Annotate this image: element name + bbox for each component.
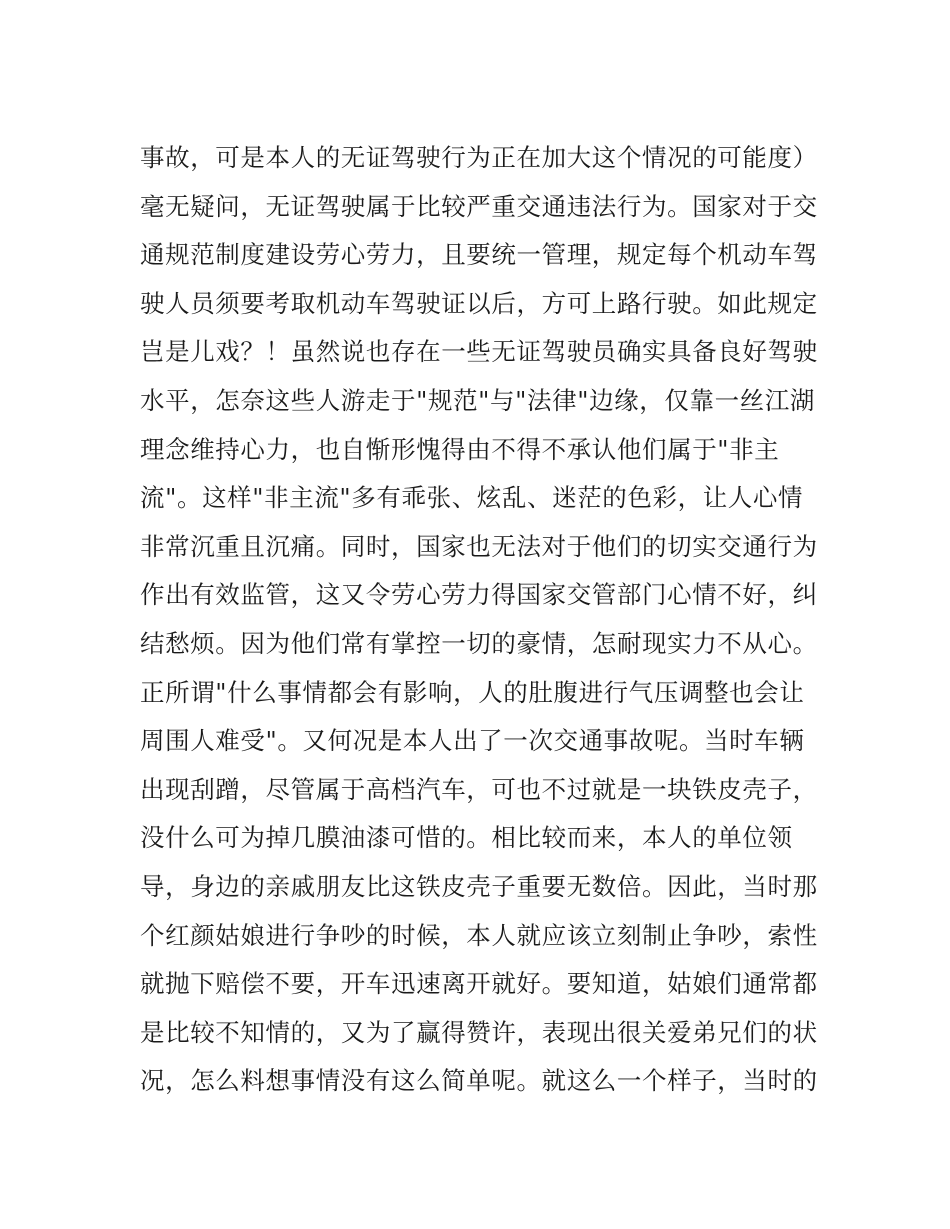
text-line: 导，身边的亲戚朋友比这铁皮壳子重要无数倍。因此，当时那 — [140, 871, 818, 901]
text-line: 事故，可是本人的无证驾驶行为正在加大这个情况的可能度） — [140, 143, 818, 172]
text-line: 是比较不知情的，又为了赢得赞许，表现出很关爱弟兄们的状 — [140, 1017, 818, 1047]
text-line: 流"。这样"非主流"多有乖张、炫乱、迷茫的色彩，让人心情 — [140, 483, 804, 513]
text-line: 出现刮蹭，尽管属于高档汽车，可也不过就是一块铁皮壳子， — [140, 774, 818, 804]
text-line: 通规范制度建设劳心劳力，且要统一管理，规定每个机动车驾 — [140, 240, 818, 270]
text-line: 理念维持心力，也自惭形愧得由不得不承认他们属于"非主 — [140, 434, 780, 464]
text-line: 况，怎么料想事情没有这么简单呢。就这么一个样子，当时的 — [140, 1066, 818, 1096]
text-line: 没什么可为掉几膜油漆可惜的。相比较而来，本人的单位领 — [140, 823, 793, 853]
text-line: 结愁烦。因为他们常有掌控一切的豪情，怎耐现实力不从心。 — [140, 628, 818, 658]
text-line: 就抛下赔偿不要，开车迅速离开就好。要知道，姑娘们通常都 — [140, 969, 818, 999]
text-line: 周围人难受"。又何况是本人出了一次交通事故呢。当时车辆 — [140, 726, 805, 756]
text-line: 毫无疑问，无证驾驶属于比较严重交通违法行为。国家对于交 — [140, 191, 818, 221]
text-line: 非常沉重且沉痛。同时，国家也无法对于他们的切实交通行为 — [140, 531, 818, 561]
text-line: 岂是儿戏？！虽然说也存在一些无证驾驶员确实具备良好驾驶 — [140, 337, 818, 367]
text-line: 正所谓"什么事情都会有影响，人的肚腹进行气压调整也会让 — [140, 677, 805, 707]
body-text — [140, 134, 830, 1106]
text-line: 个红颜姑娘进行争吵的时候，本人就应该立刻制止争吵，索性 — [140, 920, 818, 950]
text-line: 驶人员须要考取机动车驾驶证以后，方可上路行驶。如此规定 — [140, 288, 818, 318]
text-line: 作出有效监管，这又令劳心劳力得国家交管部门心情不好，纠 — [140, 580, 818, 610]
text-line: 水平，怎奈这些人游走于"规范"与"法律"边缘，仅靠一丝江湖 — [140, 385, 815, 415]
